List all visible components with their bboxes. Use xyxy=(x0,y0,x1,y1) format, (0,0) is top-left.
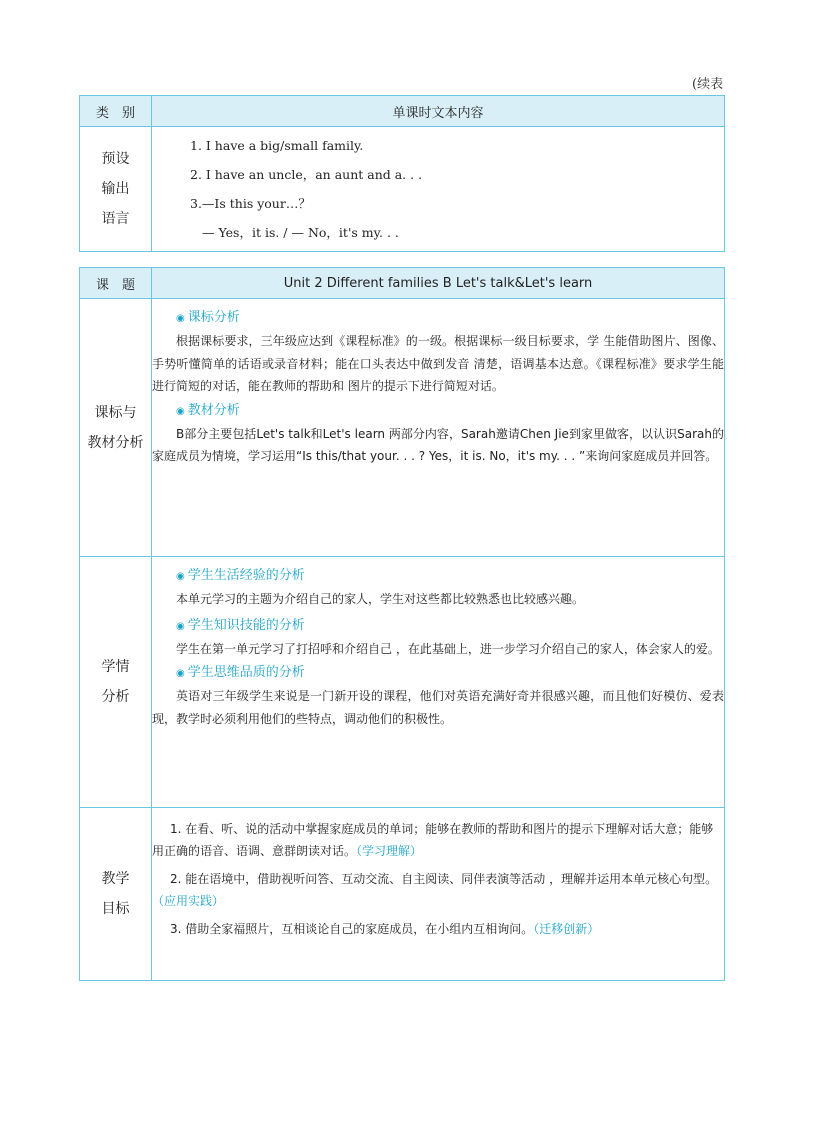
curriculum-analysis-label: 课标与 教材分析 xyxy=(80,299,152,557)
bullet-icon: ◉ xyxy=(176,313,185,324)
continuation-note: (续表 xyxy=(692,77,724,92)
category-header: 类 别 xyxy=(80,96,152,127)
goal-1: 1. 在看、听、说的活动中掌握家庭成员的单词；能够在教师的帮助和图片的提示下理解对话大意；能够用正确的语音、语调、意群朗读对话。（学习理解） xyxy=(152,822,714,858)
life-experience-text: 本单元学习的主题为介绍自己的家人，学生对这些都比较熟悉也比较感兴趣。 xyxy=(176,592,585,606)
teaching-goals-label: 教学 目标 xyxy=(80,808,152,981)
output-language-content xyxy=(152,127,725,252)
table-header-row xyxy=(80,268,725,299)
curriculum-analysis-content xyxy=(152,299,725,557)
content-header: 单课时文本内容 xyxy=(152,96,725,127)
goal-2-tag: （应用实践） xyxy=(152,894,225,908)
textbook-analysis-heading: ◉ 教材分析 xyxy=(176,402,240,418)
textbook-analysis-text: B部分主要包括Let's talk和Let's learn 两部分内容，Sarah邀请Chen Jie到家里做客，以认识Sarah的家庭成员为情境，学习运用“Is this/that your. . . ? Yes，it is. No，it's my. . . ”来询问家庭成员并回答。 xyxy=(152,426,724,463)
curriculum-standard-text: 根据课标要求，三年级应达到《课程标准》的一级。根据课标一级目标要求，学 生能借助图片、图像、手势听懂简单的话语或录音材料；能在口头表达中做到发音 清楚，语调基本达意。《课程标准》要求学生能进行简短的对话，能在教师的帮助和 图片的提示下进行简短对话。 xyxy=(152,334,724,393)
language-line-2: 2. I have an uncle，an aunt and a. . . xyxy=(190,167,423,182)
curriculum-analysis-row xyxy=(80,299,725,557)
language-line-4: — Yes，it is. / — No，it's my. . . xyxy=(202,225,399,240)
lesson-analysis-table xyxy=(79,267,725,981)
bullet-icon: ◉ xyxy=(176,571,185,582)
thinking-quality-heading: ◉ 学生思维品质的分析 xyxy=(176,665,305,680)
goal-1-tag: （学习理解） xyxy=(356,844,423,858)
learner-analysis-row xyxy=(80,557,725,808)
output-language-table xyxy=(79,95,725,252)
goal-3: 3. 借助全家福照片，互相谈论自己的家庭成员，在小组内互相询问。（迁移创新） xyxy=(170,922,600,936)
learner-analysis-label: 学情 分析 xyxy=(80,557,152,808)
bullet-icon: ◉ xyxy=(176,620,185,632)
teaching-goals-content xyxy=(152,808,725,981)
knowledge-skill-heading: ◉ 学生知识技能的分析 xyxy=(176,617,305,633)
topic-header: 课 题 xyxy=(80,268,152,299)
life-experience-heading: ◉ 学生生活经验的分析 xyxy=(176,568,305,583)
goal-3-tag: （迁移创新） xyxy=(533,922,600,936)
curriculum-standard-heading: ◉ 课标分析 xyxy=(176,310,240,325)
thinking-quality-text: 英语对三年级学生来说是一门新开设的课程，他们对英语充满好奇并很感兴趣，而且他们好模仿、爱表现，教学时必须利用他们的些特点，调动他们的积极性。 xyxy=(152,689,724,726)
goal-2: 2. 能在语境中，借助视听问答、互动交流、自主阅读、同伴表演等活动 ，理解并运用本单元核心句型。（应用实践） xyxy=(152,872,718,908)
table-header-row xyxy=(80,96,725,127)
knowledge-skill-text: 学生在第一单元学习了打招呼和介绍自己 ，在此基础上，进一步学习介绍自己的家人，体会家人的爱。 xyxy=(176,641,720,656)
language-line-1: 1. I have a big/small family. xyxy=(190,138,364,153)
output-language-row xyxy=(80,127,725,252)
output-language-label: 预设 输出 语言 xyxy=(80,127,152,252)
language-line-3: 3.—Is this your…？ xyxy=(190,196,311,211)
learner-analysis-content xyxy=(152,557,725,808)
topic-title: Unit 2 Different families B Let's talk&Let's learn xyxy=(152,268,725,299)
bullet-icon: ◉ xyxy=(176,668,185,679)
teaching-goals-row xyxy=(80,808,725,981)
bullet-icon: ◉ xyxy=(176,405,185,417)
